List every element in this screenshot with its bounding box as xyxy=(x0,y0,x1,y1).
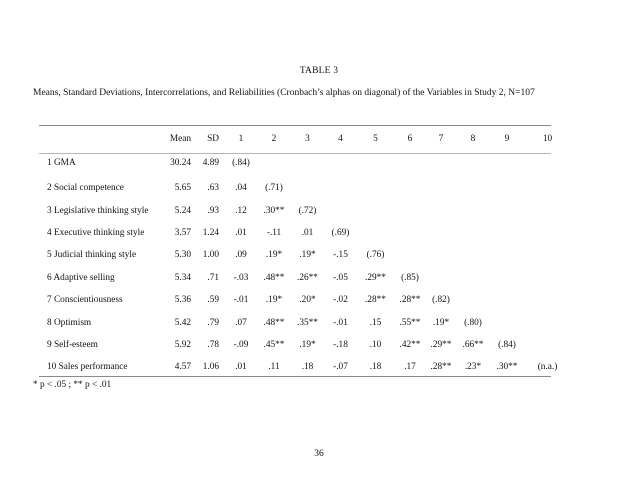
correlation-cell: (.85) xyxy=(401,272,419,283)
correlation-cell xyxy=(490,149,524,177)
correlation-cell xyxy=(456,244,490,266)
row-label: 1 GMA xyxy=(47,158,76,168)
correlation-cell xyxy=(456,149,490,177)
table-row xyxy=(39,199,571,221)
row-label: 10 Sales performance xyxy=(47,362,128,373)
table-top-rule xyxy=(39,125,551,126)
correlation-cell xyxy=(357,199,394,221)
column-header: 3 xyxy=(305,134,310,144)
correlation-cell: .10 xyxy=(369,339,382,350)
correlation-cell: .19* xyxy=(299,250,316,261)
correlation-cell: .04 xyxy=(235,183,247,194)
row-sd: 4.89 xyxy=(202,158,219,168)
correlation-cell xyxy=(490,244,524,266)
correlation-cell xyxy=(524,311,571,333)
correlation-cell: .66** xyxy=(462,339,484,350)
correlation-cell: .07 xyxy=(235,317,247,328)
table-row xyxy=(39,289,571,311)
row-label: 7 Conscientiousness xyxy=(47,295,123,306)
column-header: 6 xyxy=(407,134,413,144)
correlation-cell: -.07 xyxy=(333,362,348,373)
correlation-cell: .55** xyxy=(399,317,421,328)
correlation-cell xyxy=(456,222,490,244)
correlation-cell: -.02 xyxy=(333,295,348,306)
correlation-cell: .17 xyxy=(404,362,416,373)
correlation-cell: .01 xyxy=(235,227,247,238)
correlation-cell: (.84) xyxy=(498,339,516,350)
row-label: 5 Judicial thinking style xyxy=(47,250,137,261)
row-label: 9 Self-esteem xyxy=(47,339,98,350)
correlation-cell: .11 xyxy=(268,362,280,373)
row-mean: 30.24 xyxy=(170,158,191,168)
correlation-cell: .35** xyxy=(297,317,318,328)
row-sd: 1.24 xyxy=(202,227,219,238)
table-row xyxy=(39,356,571,378)
row-sd: .79 xyxy=(207,317,219,328)
correlation-cell: (.80) xyxy=(464,317,482,328)
correlation-cell: .09 xyxy=(235,250,247,261)
row-sd: .78 xyxy=(207,339,219,350)
correlation-cell: .28** xyxy=(365,295,386,306)
correlation-cell: (.71) xyxy=(265,183,283,194)
correlation-cell: .26** xyxy=(297,272,318,283)
correlation-cell: -.18 xyxy=(333,339,348,350)
correlation-cell: -.15 xyxy=(333,250,348,261)
row-mean: 5.36 xyxy=(174,295,191,306)
correlation-cell xyxy=(257,149,291,177)
correlation-cell xyxy=(394,244,426,266)
correlation-cell xyxy=(456,289,490,311)
table-caption: Means, Standard Deviations, Intercorrelations, and Reliabilities (Cronbach’s alphas on diagonal) of the Variables in Study 2, N=107 xyxy=(33,88,535,98)
correlation-cell xyxy=(426,177,456,199)
correlation-cell xyxy=(490,177,524,199)
row-mean: 3.57 xyxy=(174,227,191,238)
correlation-cell xyxy=(524,289,571,311)
correlation-cell xyxy=(426,199,456,221)
column-header: 2 xyxy=(271,134,277,144)
column-header: SD xyxy=(207,134,219,144)
correlation-table xyxy=(39,129,571,379)
row-label: 4 Executive thinking style xyxy=(47,227,145,238)
correlation-cell xyxy=(524,334,571,356)
column-header: 5 xyxy=(373,134,378,144)
row-sd: .59 xyxy=(207,295,219,306)
correlation-cell xyxy=(524,199,571,221)
correlation-cell: (.69) xyxy=(331,227,350,238)
correlation-cell xyxy=(490,267,524,289)
correlation-cell: .48** xyxy=(263,317,285,328)
correlation-cell: .18 xyxy=(369,362,382,373)
correlation-cell: .19* xyxy=(265,250,283,261)
correlation-cell xyxy=(394,222,426,244)
correlation-cell: -.09 xyxy=(233,339,249,350)
table-footnote: * p < .05 ; ** p < .01 xyxy=(33,380,112,390)
column-header-variable xyxy=(39,129,159,149)
correlation-cell: (n.a.) xyxy=(537,362,558,373)
correlation-cell xyxy=(426,149,456,177)
correlation-cell: .42** xyxy=(399,339,421,350)
correlation-cell: .18 xyxy=(301,362,314,373)
correlation-cell xyxy=(426,222,456,244)
correlation-cell: .15 xyxy=(369,317,382,328)
table-row xyxy=(39,334,571,356)
correlation-cell xyxy=(426,244,456,266)
correlation-cell: .29** xyxy=(430,339,452,350)
row-mean: 4.57 xyxy=(174,362,191,373)
correlation-cell xyxy=(394,149,426,177)
correlation-cell xyxy=(394,177,426,199)
row-mean: 5.30 xyxy=(174,250,191,261)
correlation-cell xyxy=(490,311,524,333)
table-title: TABLE 3 xyxy=(299,66,339,76)
correlation-cell xyxy=(324,177,357,199)
correlation-cell: (.84) xyxy=(232,158,250,168)
row-sd: 1.00 xyxy=(202,250,219,261)
correlation-cell: -.01 xyxy=(233,295,249,306)
column-header: 1 xyxy=(238,134,244,144)
column-header: 10 xyxy=(542,134,553,144)
correlation-cell xyxy=(426,267,456,289)
row-sd: .63 xyxy=(207,183,219,194)
correlation-cell: -.01 xyxy=(333,317,348,328)
row-label: 8 Optimism xyxy=(47,317,92,328)
row-sd: .93 xyxy=(207,205,219,216)
correlation-cell xyxy=(324,199,357,221)
correlation-cell xyxy=(490,289,524,311)
row-label: 3 Legislative thinking style xyxy=(47,205,149,216)
column-header: 4 xyxy=(338,134,343,144)
column-header: 7 xyxy=(438,134,444,144)
correlation-cell xyxy=(357,149,394,177)
correlation-cell xyxy=(324,149,357,177)
table-header-row xyxy=(39,129,571,149)
correlation-cell: -.05 xyxy=(333,272,348,283)
correlation-cell xyxy=(524,222,571,244)
table-row xyxy=(39,177,571,199)
column-header: Mean xyxy=(169,134,191,144)
table-row xyxy=(39,149,571,177)
correlation-cell: .01 xyxy=(301,227,314,238)
correlation-cell: .28** xyxy=(430,362,452,373)
correlation-cell: .45** xyxy=(263,339,285,350)
row-mean: 5.24 xyxy=(174,205,191,216)
correlation-cell: .30** xyxy=(496,362,518,373)
correlation-cell: (.72) xyxy=(298,205,317,216)
correlation-cell xyxy=(456,267,490,289)
row-mean: 5.65 xyxy=(174,183,191,194)
correlation-cell: .29** xyxy=(365,272,386,283)
row-sd: .71 xyxy=(207,272,219,283)
correlation-cell: -.03 xyxy=(233,272,249,283)
correlation-cell xyxy=(490,222,524,244)
correlation-cell: .48** xyxy=(263,272,285,283)
correlation-cell: .19* xyxy=(299,339,316,350)
table-row xyxy=(39,244,571,266)
column-header: 8 xyxy=(470,134,476,144)
correlation-cell: .19* xyxy=(432,317,450,328)
correlation-cell xyxy=(456,199,490,221)
row-mean: 5.34 xyxy=(174,272,191,283)
row-label: 2 Social competence xyxy=(47,183,124,194)
row-mean: 5.42 xyxy=(174,317,191,328)
column-header: 9 xyxy=(504,134,510,144)
correlation-cell xyxy=(524,177,571,199)
correlation-cell: .19* xyxy=(265,295,283,306)
page-number: 36 xyxy=(314,449,324,459)
correlation-cell: .28** xyxy=(399,295,421,306)
correlation-cell xyxy=(456,177,490,199)
correlation-cell: .01 xyxy=(235,362,247,373)
correlation-cell: .20* xyxy=(299,295,316,306)
row-mean: 5.92 xyxy=(174,339,191,350)
correlation-cell xyxy=(291,177,324,199)
correlation-cell xyxy=(524,267,571,289)
correlation-cell: .12 xyxy=(235,205,247,216)
correlation-cell xyxy=(357,222,394,244)
correlation-cell: -.11 xyxy=(266,227,282,238)
correlation-cell: .23* xyxy=(464,362,482,373)
correlation-cell: (.76) xyxy=(366,250,385,261)
table-row xyxy=(39,311,571,333)
correlation-cell xyxy=(357,177,394,199)
row-label: 6 Adaptive selling xyxy=(47,272,115,283)
row-sd: 1.06 xyxy=(202,362,219,373)
correlation-cell xyxy=(490,199,524,221)
correlation-cell xyxy=(291,149,324,177)
correlation-cell xyxy=(524,244,571,266)
table-row xyxy=(39,222,571,244)
correlation-cell: .30** xyxy=(263,205,285,216)
table-row xyxy=(39,267,571,289)
correlation-cell xyxy=(394,199,426,221)
correlation-cell: (.82) xyxy=(432,295,450,306)
correlation-cell xyxy=(524,149,571,177)
